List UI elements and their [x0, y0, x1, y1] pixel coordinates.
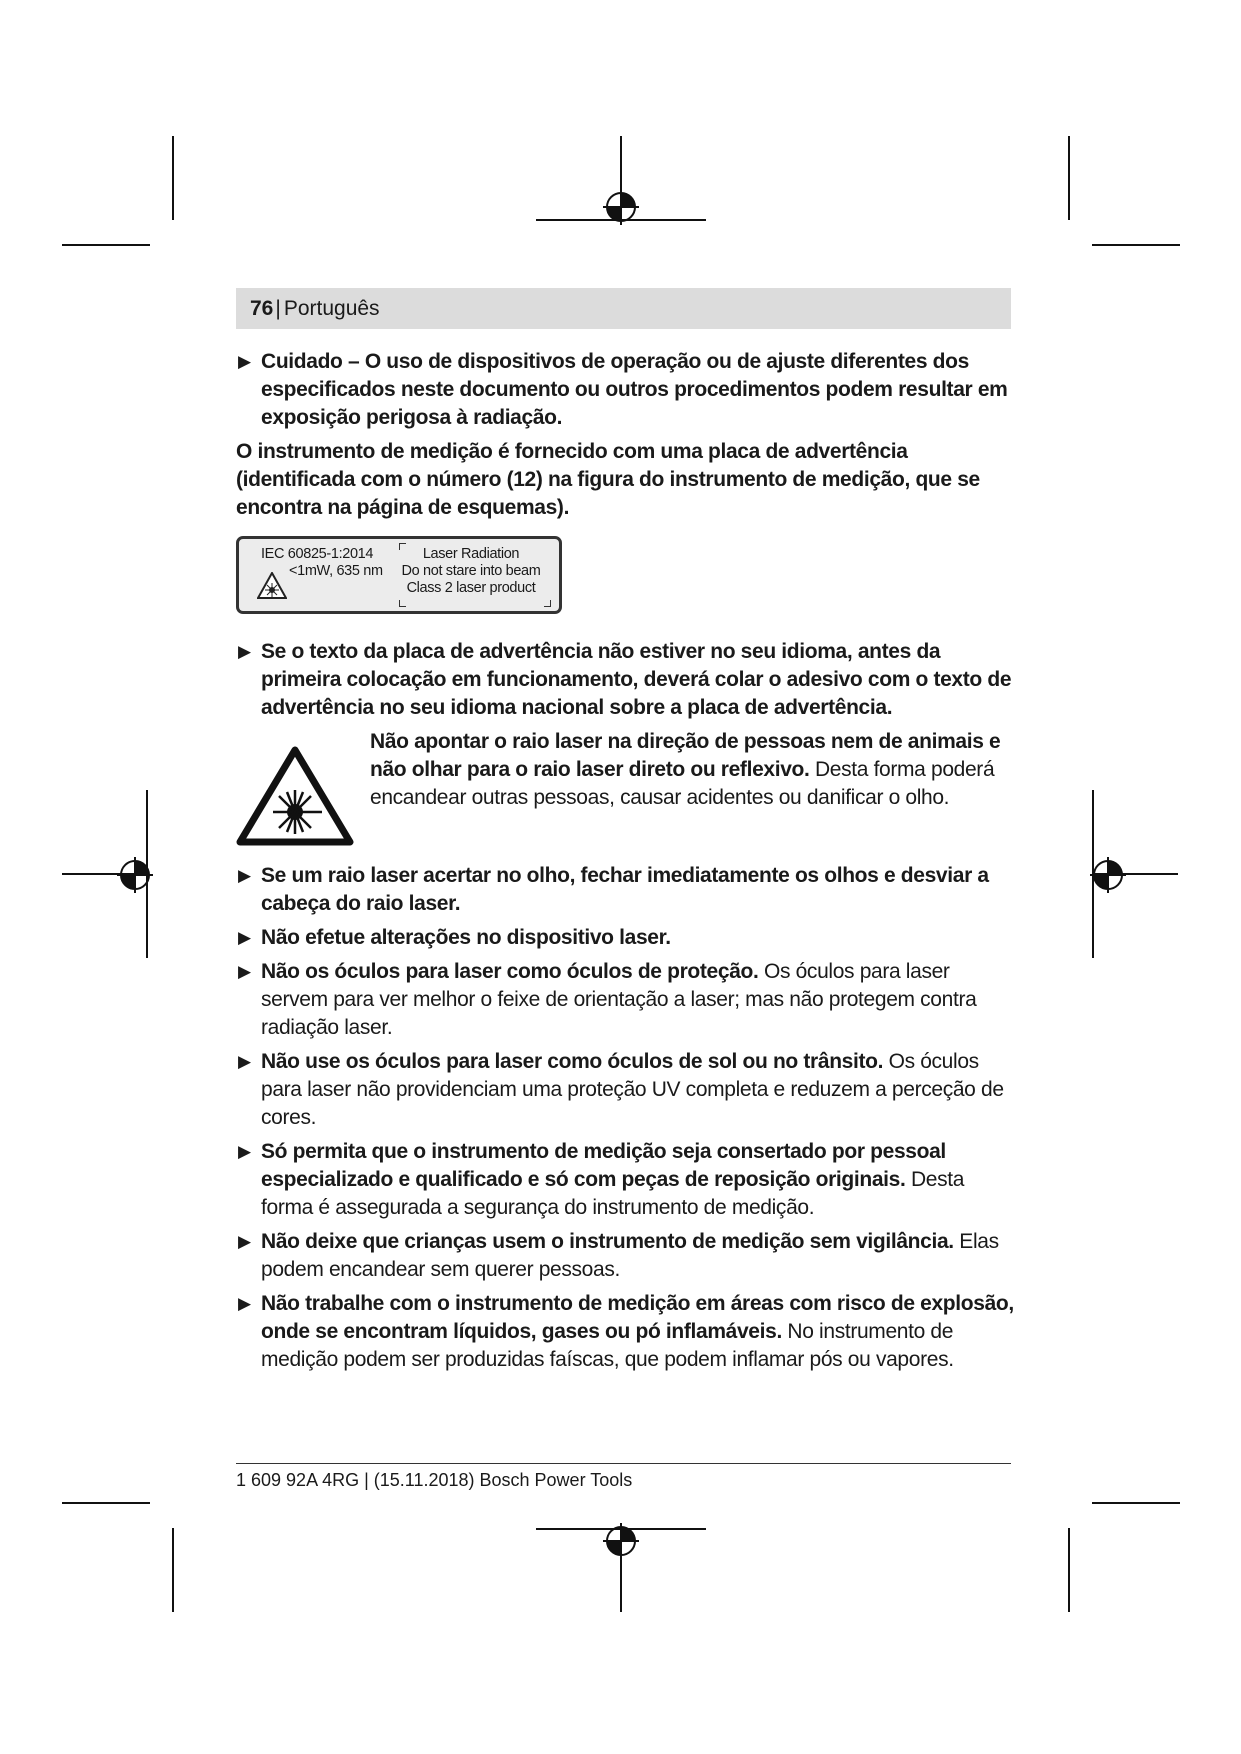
laser-warning-label	[236, 536, 562, 614]
list-item-explosion: ▶ Não trabalhe com o instrumento de medição em áreas com risco de explosão, onde se encontram líquidos, gases ou pó inflamáveis. No instrumento de medição podem ser produzidas faíscas, que podem inflamar pós ou vapores.	[238, 1292, 1014, 1371]
footer-rule	[236, 1463, 1011, 1464]
list-item-glasses-sun: ▶ Não use os óculos para laser como óculos de sol ou no trânsito. Os óculos para laser não providenciam uma proteção UV completa e reduzem a perceção de cores.	[238, 1050, 1004, 1129]
section-language: Português	[283, 296, 380, 320]
registration-mark-left	[117, 857, 153, 893]
page-number: 76	[250, 296, 274, 320]
bullet-triangle-icon: ▶	[238, 928, 251, 947]
list-item-glasses-protection: ▶ Não os óculos para laser como óculos de proteção. Os óculos para laser servem para ver melhor o feixe de orientação a laser; mas não protegem contra radiação laser.	[238, 960, 977, 1039]
bullet-triangle-icon: ▶	[238, 352, 251, 371]
laser-warning-icon	[257, 572, 287, 599]
label-line-1: Laser Radiation	[422, 546, 520, 562]
label-line-3: Class 2 laser product	[406, 580, 536, 596]
laser-hazard-icon	[236, 746, 354, 846]
registration-mark-bottom	[603, 1523, 639, 1559]
label-line-2: Do not stare into beam	[401, 563, 541, 579]
bullet-triangle-icon: ▶	[238, 642, 251, 661]
page-content	[236, 348, 1016, 1380]
page-footer: 1 609 92A 4RG | (15.11.2018) Bosch Power Tools	[236, 1470, 633, 1490]
label-standard: IEC 60825-1:2014	[261, 546, 374, 562]
label-power: <1mW, 635 nm	[289, 563, 383, 579]
list-item-children: ▶ Não deixe que crianças usem o instrumento de medição sem vigilância. Elas podem encandear sem querer pessoas.	[238, 1230, 999, 1281]
intro-paragraph: O instrumento de medição é fornecido com uma placa de advertência (identificada com o número (12) na figura do instrumento de medição, que se encontra na página de esquemas).	[236, 440, 980, 519]
laser-warning-block	[236, 728, 1016, 846]
page-header	[236, 288, 1011, 329]
bullet-triangle-icon: ▶	[238, 962, 251, 981]
bullet-triangle-icon: ▶	[238, 1142, 251, 1161]
bullet-triangle-icon: ▶	[238, 1232, 251, 1251]
registration-mark-top	[603, 189, 639, 225]
list-item-no-alter: ▶ Não efetue alterações no dispositivo laser.	[236, 924, 1016, 952]
laser-warning-text: Não apontar o raio laser na direção de pessoas nem de animais e não olhar para o raio laser direto ou reflexivo. Desta forma poderá encandear outras pessoas, causar acidentes ou danificar o olho.	[370, 730, 1001, 809]
list-item-repair: ▶ Só permita que o instrumento de medição seja consertado por pessoal especializado e qualificado e só com peças de reposição originais. Desta forma é assegurada a segurança do instrumento de medição.	[238, 1140, 965, 1219]
list-item-caution: ▶ Cuidado – O uso de dispositivos de operação ou de ajuste diferentes dos especificados neste documento ou outros procedimentos podem resultar em exposição perigosa à radiação.	[238, 350, 1008, 429]
header-separator: |	[275, 296, 281, 320]
bullet-triangle-icon: ▶	[238, 1294, 251, 1313]
bullet-triangle-icon: ▶	[238, 866, 251, 885]
bullet-triangle-icon: ▶	[238, 1052, 251, 1071]
list-item-eye: ▶ Se um raio laser acertar no olho, fechar imediatamente os olhos e desviar a cabeça do raio laser.	[238, 864, 989, 915]
registration-mark-right	[1090, 857, 1126, 893]
list-item-sticker: ▶ Se o texto da placa de advertência não estiver no seu idioma, antes da primeira colocação em funcionamento, deverá colar o adesivo com o texto de advertência no seu idioma nacional sobre a placa de advertência.	[238, 640, 1012, 719]
